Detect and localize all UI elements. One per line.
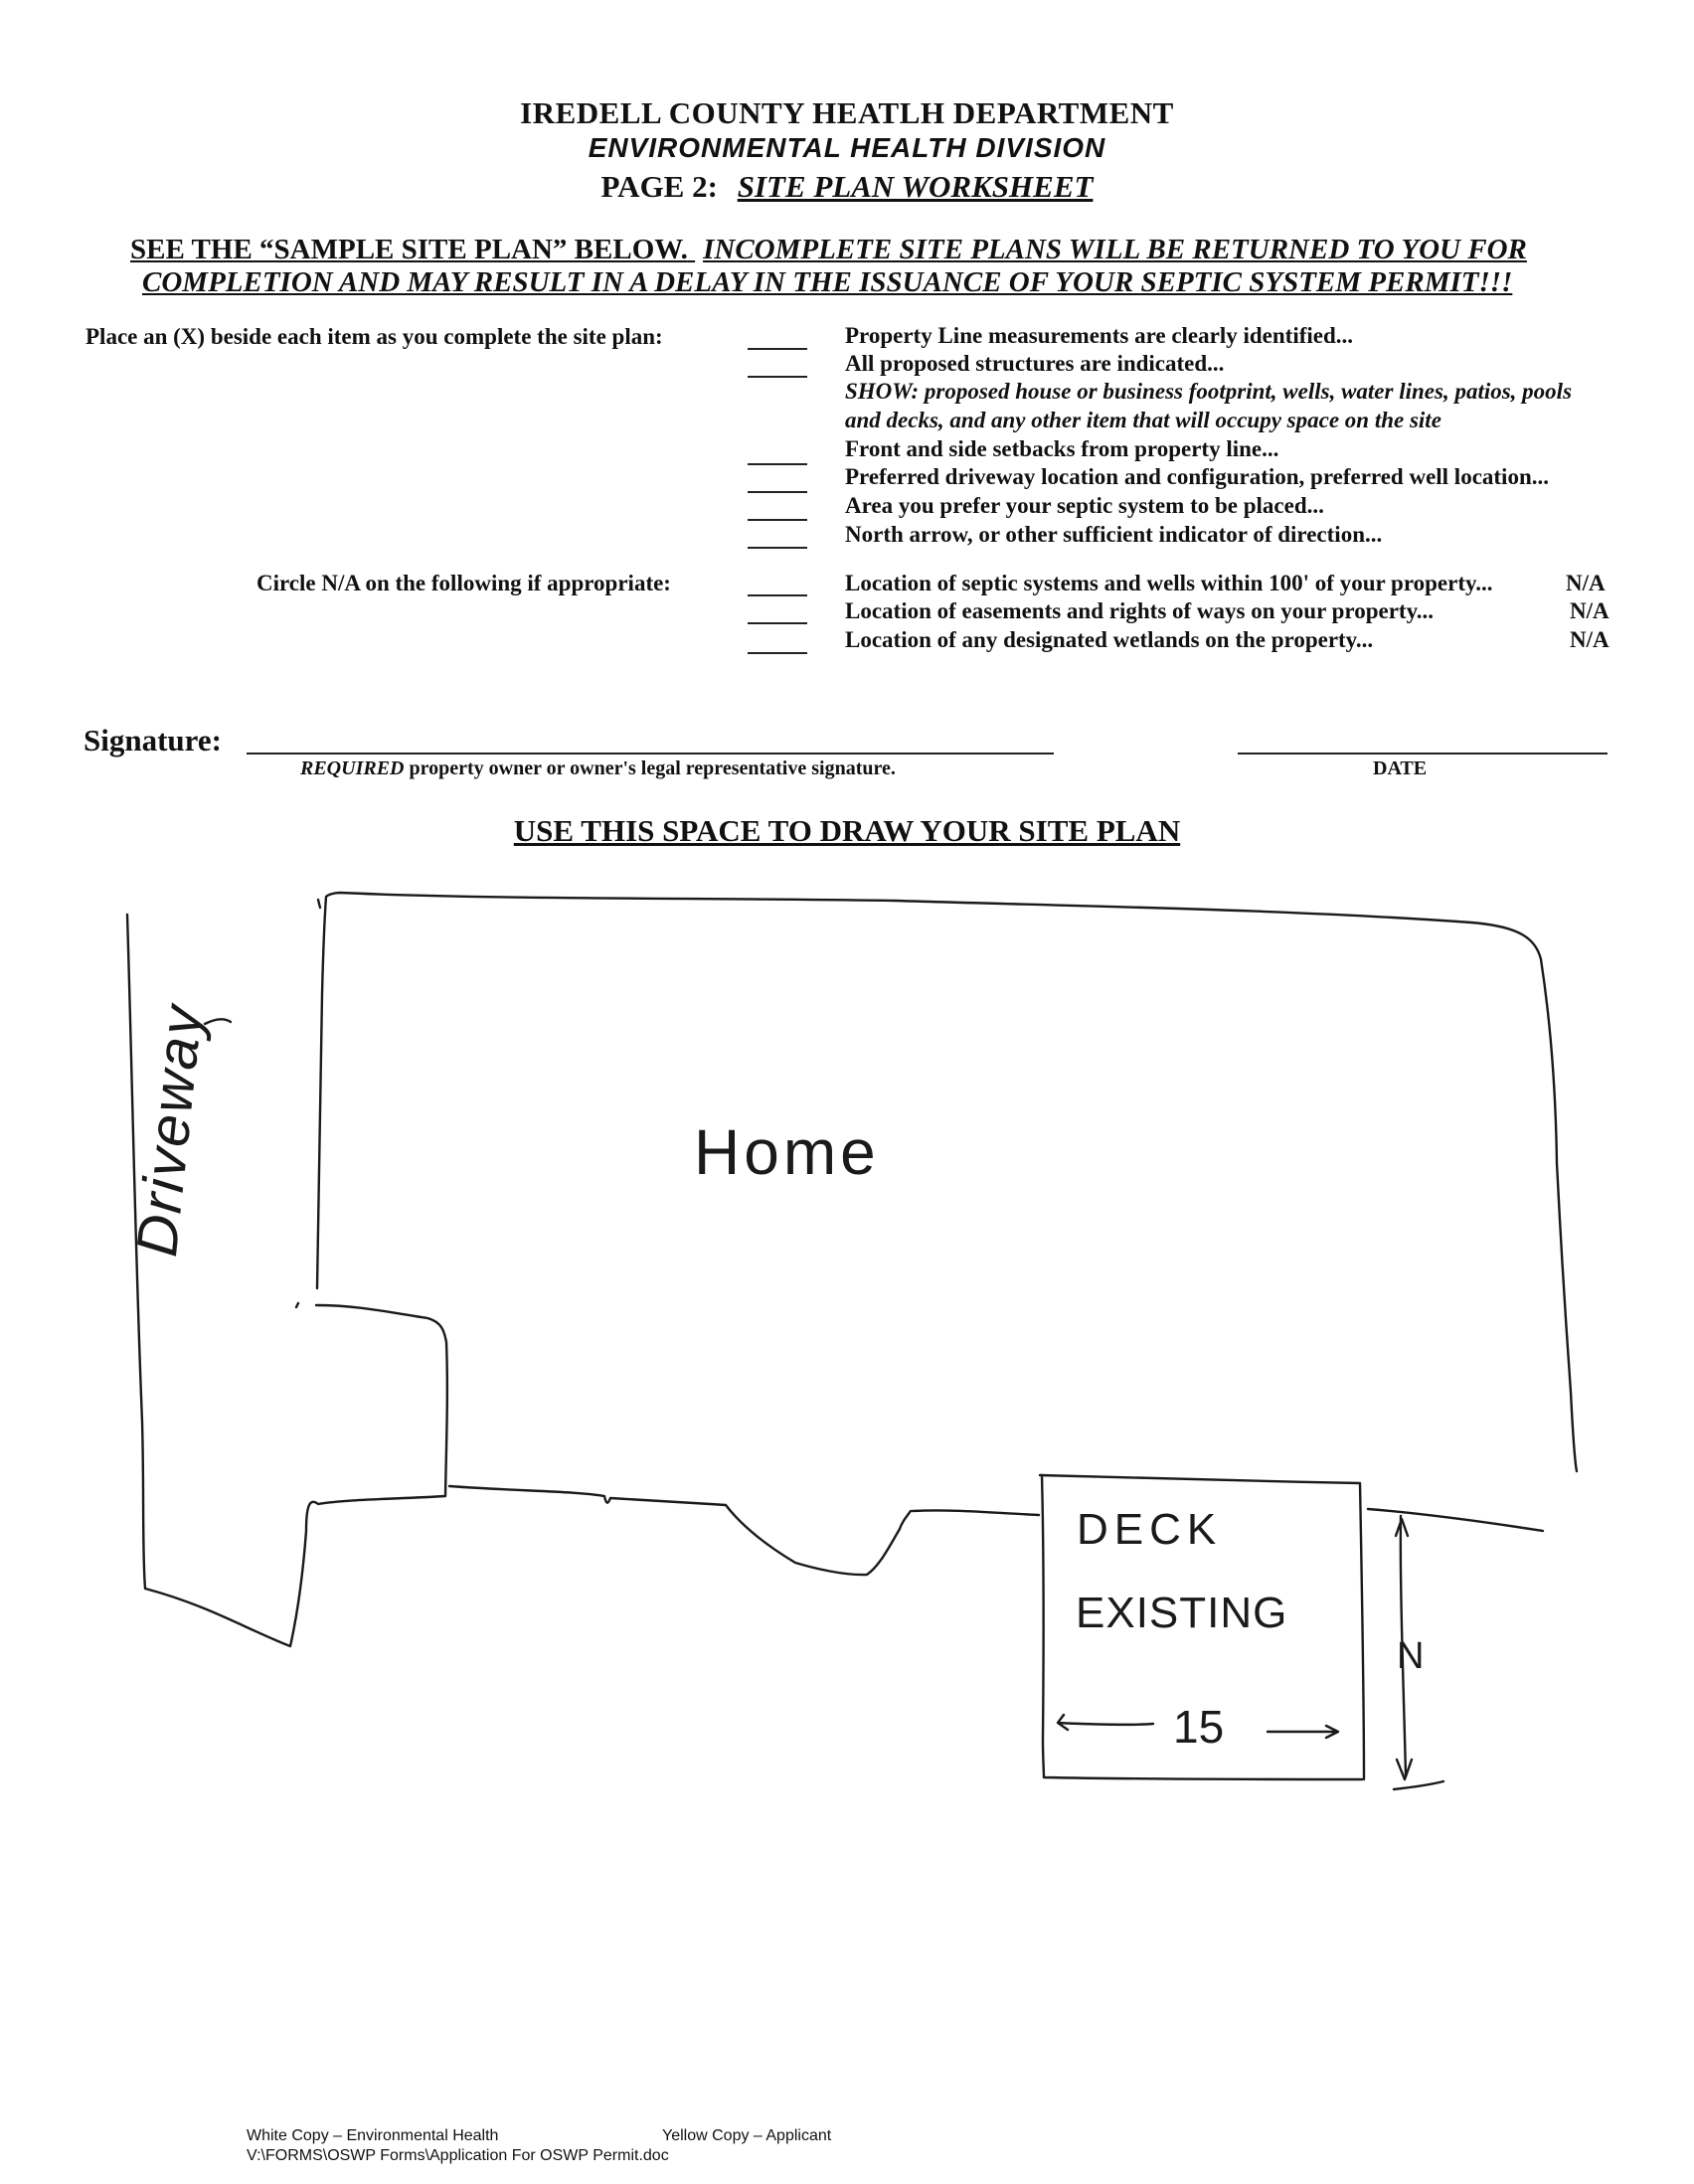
checklist-item: Front and side setbacks from property line... bbox=[845, 436, 1279, 461]
checklist-item: Area you prefer your septic system to be placed... bbox=[845, 493, 1324, 518]
optional-instruction: Circle N/A on the following if appropriate: bbox=[256, 571, 671, 595]
draw-area-heading: USE THIS SPACE TO DRAW YOUR SITE PLAN bbox=[513, 813, 1181, 848]
checklist-item-note: and decks, and any other item that will occupy space on the site bbox=[845, 408, 1441, 432]
checklist-instruction: Place an (X) beside each item as you complete the site plan: bbox=[85, 324, 663, 349]
required-label: REQUIRED bbox=[300, 757, 405, 779]
optional-item: Location of any designated wetlands on the property... bbox=[845, 627, 1374, 652]
na-option[interactable]: N/A bbox=[1566, 571, 1606, 595]
footer-file-path: V:\FORMS\OSWP Forms\Application For OSWP Permit.doc bbox=[247, 2147, 669, 2164]
signature-label: Signature: bbox=[84, 723, 222, 757]
na-option[interactable]: N/A bbox=[1570, 627, 1609, 652]
notice-sample-reference: SEE THE “SAMPLE SITE PLAN” BELOW. bbox=[130, 234, 688, 265]
footer-white-copy: White Copy – Environmental Health bbox=[247, 2127, 499, 2144]
driveway-label: Driveway bbox=[123, 1000, 216, 1260]
page-number: PAGE 2: bbox=[600, 169, 718, 204]
worksheet-title: SITE PLAN WORKSHEET bbox=[737, 169, 1094, 204]
optional-item: Location of easements and rights of ways on your property... bbox=[845, 598, 1435, 623]
signature-note-text: property owner or owner's legal representative signature. bbox=[404, 757, 896, 779]
north-label: N bbox=[1397, 1635, 1425, 1677]
department-title: IREDELL COUNTY HEATLH DEPARTMENT bbox=[520, 95, 1174, 130]
house-outline bbox=[317, 893, 1577, 1575]
na-option[interactable]: N/A bbox=[1570, 598, 1609, 623]
ground-line bbox=[1368, 1509, 1543, 1531]
checklist-item: Property Line measurements are clearly identified... bbox=[845, 323, 1354, 348]
checklist-item: All proposed structures are indicated... bbox=[845, 351, 1225, 376]
deck-label: DECK bbox=[1077, 1505, 1223, 1554]
notice-line-2: COMPLETION AND MAY RESULT IN A DELAY IN THE ISSUANCE OF YOUR SEPTIC SYSTEM PERMIT!!! bbox=[142, 266, 1513, 298]
optional-item: Location of septic systems and wells within 100' of your property... bbox=[845, 571, 1493, 595]
footer-yellow-copy: Yellow Copy – Applicant bbox=[662, 2127, 832, 2144]
home-label: Home bbox=[694, 1116, 880, 1188]
checklist-item: North arrow, or other sufficient indicator of direction... bbox=[845, 522, 1383, 547]
existing-label: EXISTING bbox=[1076, 1589, 1288, 1637]
checklist-item-note: SHOW: proposed house or business footprint, wells, water lines, patios, pools bbox=[845, 379, 1573, 404]
checklist-item: Preferred driveway location and configuration, preferred well location... bbox=[845, 464, 1549, 489]
date-label: DATE bbox=[1373, 757, 1428, 779]
driveway-tick bbox=[296, 900, 320, 1307]
division-title: ENVIRONMENTAL HEALTH DIVISION bbox=[588, 132, 1106, 163]
notice-warning: INCOMPLETE SITE PLANS WILL BE RETURNED TO YOU FOR bbox=[703, 234, 1527, 265]
dimension-label: 15 bbox=[1173, 1701, 1225, 1753]
